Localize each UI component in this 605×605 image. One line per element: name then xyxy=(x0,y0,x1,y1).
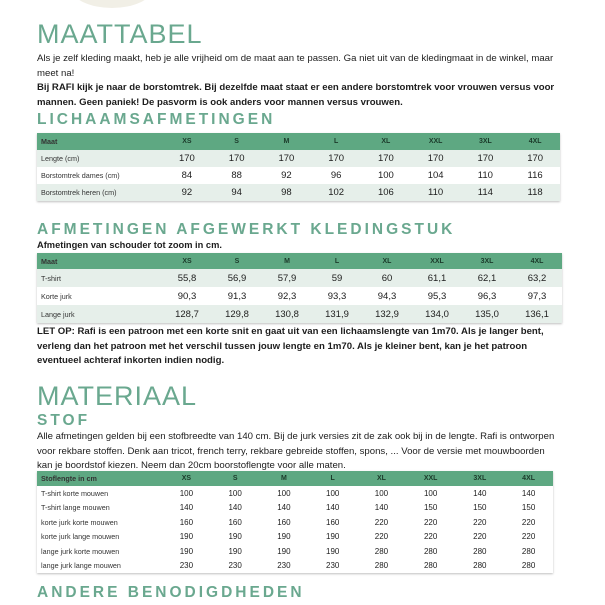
column-header: XS xyxy=(162,471,211,486)
garment-note: LET OP: Rafi is een patroon met een korte snit en gaat uit van een lichaamslengte van 1m70. Als je langer bent, verleng dan het patroon met het verschil tussen jouw lengte en 1m70. Als je kleiner bent, kan je het patroon eventueel achteraf inkorten indien nodig. xyxy=(37,326,544,366)
table-cell: 59 xyxy=(312,269,362,287)
table-cell: 230 xyxy=(308,559,357,574)
column-header: M xyxy=(260,471,309,486)
column-header: L xyxy=(308,471,357,486)
subheading-fabric: STOF xyxy=(37,412,91,429)
column-header: S xyxy=(211,471,260,486)
table-cell: 160 xyxy=(211,515,260,530)
row-label: Borstomtrek dames (cm) xyxy=(37,167,162,184)
table-cell: 100 xyxy=(162,486,211,501)
table-cell: 230 xyxy=(162,559,211,574)
column-header: Maat xyxy=(37,253,162,269)
table-cell: 132,9 xyxy=(362,305,412,323)
column-header: XL xyxy=(362,253,412,269)
table-cell: 230 xyxy=(260,559,309,574)
body-measurements-table xyxy=(37,133,560,201)
table-cell: 190 xyxy=(260,530,309,545)
table-cell: 140 xyxy=(455,486,504,501)
table-cell: 100 xyxy=(361,167,411,184)
table-cell: 104 xyxy=(411,167,461,184)
table-cell: 60 xyxy=(362,269,412,287)
row-label: lange jurk lange mouwen xyxy=(37,559,162,574)
table-cell: 61,1 xyxy=(412,269,462,287)
fabric-text: Alle afmetingen gelden bij een stofbreedte van 140 cm. Bij de jurk versies zit de zak ook bij in de lengte. Rafi is ontworpen voor rekbare stoffen. Denk aan tricot, french terry, rekbare gebreide stoffen, spons, ... Voor de versie met mouwboorden kan je boordstof kiezen. Neem dan 20cm boorstoflengte voor alle maten. xyxy=(37,431,555,471)
column-header: XS xyxy=(162,253,212,269)
table-cell: 280 xyxy=(357,559,406,574)
column-header: 3XL xyxy=(461,133,511,150)
column-header: XXL xyxy=(411,133,461,150)
column-header: 3XL xyxy=(462,253,512,269)
table-cell: 92,3 xyxy=(262,287,312,305)
column-header: L xyxy=(311,133,361,150)
table-cell: 220 xyxy=(406,515,456,530)
fabric-length-table xyxy=(37,471,553,573)
table-cell: 160 xyxy=(260,515,309,530)
table-cell: 170 xyxy=(212,150,262,167)
table-cell: 100 xyxy=(211,486,260,501)
table-cell: 63,2 xyxy=(512,269,562,287)
column-header: S xyxy=(212,253,262,269)
table-cell: 130,8 xyxy=(262,305,312,323)
table-cell: 230 xyxy=(211,559,260,574)
column-header: L xyxy=(312,253,362,269)
table-cell: 220 xyxy=(357,530,406,545)
table-row xyxy=(37,287,562,305)
table-cell: 92 xyxy=(162,184,212,201)
intro-bold-paragraph: Bij RAFI kijk je naar de borstomtrek. Bij dezelfde maat staat er een andere borstomtrek voor vrouwen versus voor mannen. Geen paniek! De pasvorm is ook anders voor mannen versus vrouwen. xyxy=(37,82,555,108)
table-cell: 170 xyxy=(411,150,461,167)
column-header: XXL xyxy=(406,471,456,486)
table-cell: 280 xyxy=(357,544,406,559)
table-header-row xyxy=(37,133,560,150)
table-row xyxy=(37,305,562,323)
table-cell: 170 xyxy=(510,150,560,167)
table-cell: 190 xyxy=(308,544,357,559)
column-header: XS xyxy=(162,133,212,150)
row-label: korte jurk korte mouwen xyxy=(37,515,162,530)
table-cell: 110 xyxy=(411,184,461,201)
intro-paragraph: Als je zelf kleding maakt, heb je alle vrijheid om de maat aan te passen. Ga niet uit van de kledingmaat in de winkel, maar meet na! xyxy=(37,53,554,79)
column-header: XL xyxy=(357,471,406,486)
table-row xyxy=(37,269,562,287)
table-cell: 118 xyxy=(510,184,560,201)
table-cell: 94,3 xyxy=(362,287,412,305)
table-cell: 220 xyxy=(357,515,406,530)
garment-measurements-table xyxy=(37,253,562,323)
table-cell: 140 xyxy=(357,501,406,516)
table-cell: 140 xyxy=(504,486,553,501)
table-row xyxy=(37,184,560,201)
table-cell: 280 xyxy=(504,544,553,559)
column-header: M xyxy=(262,133,312,150)
table-cell: 100 xyxy=(406,486,456,501)
table-cell: 280 xyxy=(406,544,456,559)
table-cell: 140 xyxy=(211,501,260,516)
section-heading-other: ANDERE BENODIGDHEDEN xyxy=(37,584,305,601)
table-cell: 96,3 xyxy=(462,287,512,305)
column-header: Stoflengte in cm xyxy=(37,471,162,486)
table-cell: 128,7 xyxy=(162,305,212,323)
table-cell: 280 xyxy=(406,559,456,574)
table-cell: 150 xyxy=(504,501,553,516)
garment-subtitle: Afmetingen van schouder tot zoom in cm. xyxy=(37,240,222,250)
table-cell: 62,1 xyxy=(462,269,512,287)
table-cell: 190 xyxy=(211,530,260,545)
table-cell: 100 xyxy=(308,486,357,501)
column-header: 4XL xyxy=(510,133,560,150)
column-header: M xyxy=(262,253,312,269)
table-cell: 88 xyxy=(212,167,262,184)
table-cell: 102 xyxy=(311,184,361,201)
table-cell: 56,9 xyxy=(212,269,262,287)
row-label: Korte jurk xyxy=(37,287,162,305)
table-cell: 220 xyxy=(455,530,504,545)
row-label: T-shirt lange mouwen xyxy=(37,501,162,516)
page-title: MAATTABEL xyxy=(37,19,203,49)
table-cell: 160 xyxy=(162,515,211,530)
table-cell: 150 xyxy=(455,501,504,516)
table-cell: 170 xyxy=(361,150,411,167)
row-label: Lengte (cm) xyxy=(37,150,162,167)
table-row xyxy=(37,167,560,184)
table-cell: 220 xyxy=(504,515,553,530)
table-cell: 110 xyxy=(461,167,511,184)
table-header-row xyxy=(37,471,553,486)
table-cell: 140 xyxy=(260,501,309,516)
table-cell: 136,1 xyxy=(512,305,562,323)
table-cell: 114 xyxy=(461,184,511,201)
table-cell: 190 xyxy=(260,544,309,559)
table-cell: 100 xyxy=(357,486,406,501)
table-cell: 131,9 xyxy=(312,305,362,323)
table-row xyxy=(37,150,560,167)
section-heading-garment: AFMETINGEN AFGEWERKT KLEDINGSTUK xyxy=(37,221,456,238)
table-cell: 150 xyxy=(406,501,456,516)
table-cell: 100 xyxy=(260,486,309,501)
table-cell: 220 xyxy=(455,515,504,530)
table-cell: 94 xyxy=(212,184,262,201)
column-header: XXL xyxy=(412,253,462,269)
section-heading-material: MATERIAAL xyxy=(37,381,198,411)
section-heading-body: LICHAAMSAFMETINGEN xyxy=(37,111,276,128)
table-header-row xyxy=(37,253,562,269)
table-cell: 91,3 xyxy=(212,287,262,305)
row-label: Borstomtrek heren (cm) xyxy=(37,184,162,201)
table-cell: 220 xyxy=(406,530,456,545)
table-cell: 140 xyxy=(308,501,357,516)
table-cell: 93,3 xyxy=(312,287,362,305)
row-label: Lange jurk xyxy=(37,305,162,323)
table-row xyxy=(37,530,553,545)
table-cell: 95,3 xyxy=(412,287,462,305)
table-row xyxy=(37,486,553,501)
column-header: XL xyxy=(361,133,411,150)
table-cell: 140 xyxy=(162,501,211,516)
column-header: Maat xyxy=(37,133,162,150)
row-label: T-shirt korte mouwen xyxy=(37,486,162,501)
row-label: lange jurk korte mouwen xyxy=(37,544,162,559)
table-cell: 92 xyxy=(262,167,312,184)
table-row xyxy=(37,544,553,559)
table-row xyxy=(37,501,553,516)
table-cell: 170 xyxy=(262,150,312,167)
table-cell: 170 xyxy=(461,150,511,167)
table-cell: 129,8 xyxy=(212,305,262,323)
table-cell: 160 xyxy=(308,515,357,530)
table-cell: 190 xyxy=(211,544,260,559)
table-cell: 90,3 xyxy=(162,287,212,305)
column-header: 3XL xyxy=(455,471,504,486)
table-cell: 170 xyxy=(162,150,212,167)
table-cell: 106 xyxy=(361,184,411,201)
table-cell: 96 xyxy=(311,167,361,184)
table-cell: 280 xyxy=(504,559,553,574)
column-header: S xyxy=(212,133,262,150)
table-cell: 280 xyxy=(455,544,504,559)
column-header: 4XL xyxy=(512,253,562,269)
table-cell: 116 xyxy=(510,167,560,184)
row-label: korte jurk lange mouwen xyxy=(37,530,162,545)
table-cell: 135,0 xyxy=(462,305,512,323)
table-cell: 190 xyxy=(308,530,357,545)
row-label: T-shirt xyxy=(37,269,162,287)
table-cell: 190 xyxy=(162,544,211,559)
table-cell: 134,0 xyxy=(412,305,462,323)
table-cell: 57,9 xyxy=(262,269,312,287)
decorative-shape xyxy=(72,0,152,8)
table-cell: 98 xyxy=(262,184,312,201)
table-cell: 190 xyxy=(162,530,211,545)
table-row xyxy=(37,515,553,530)
table-cell: 97,3 xyxy=(512,287,562,305)
table-cell: 280 xyxy=(455,559,504,574)
column-header: 4XL xyxy=(504,471,553,486)
table-cell: 220 xyxy=(504,530,553,545)
table-cell: 55,8 xyxy=(162,269,212,287)
table-row xyxy=(37,559,553,574)
table-cell: 170 xyxy=(311,150,361,167)
table-cell: 84 xyxy=(162,167,212,184)
